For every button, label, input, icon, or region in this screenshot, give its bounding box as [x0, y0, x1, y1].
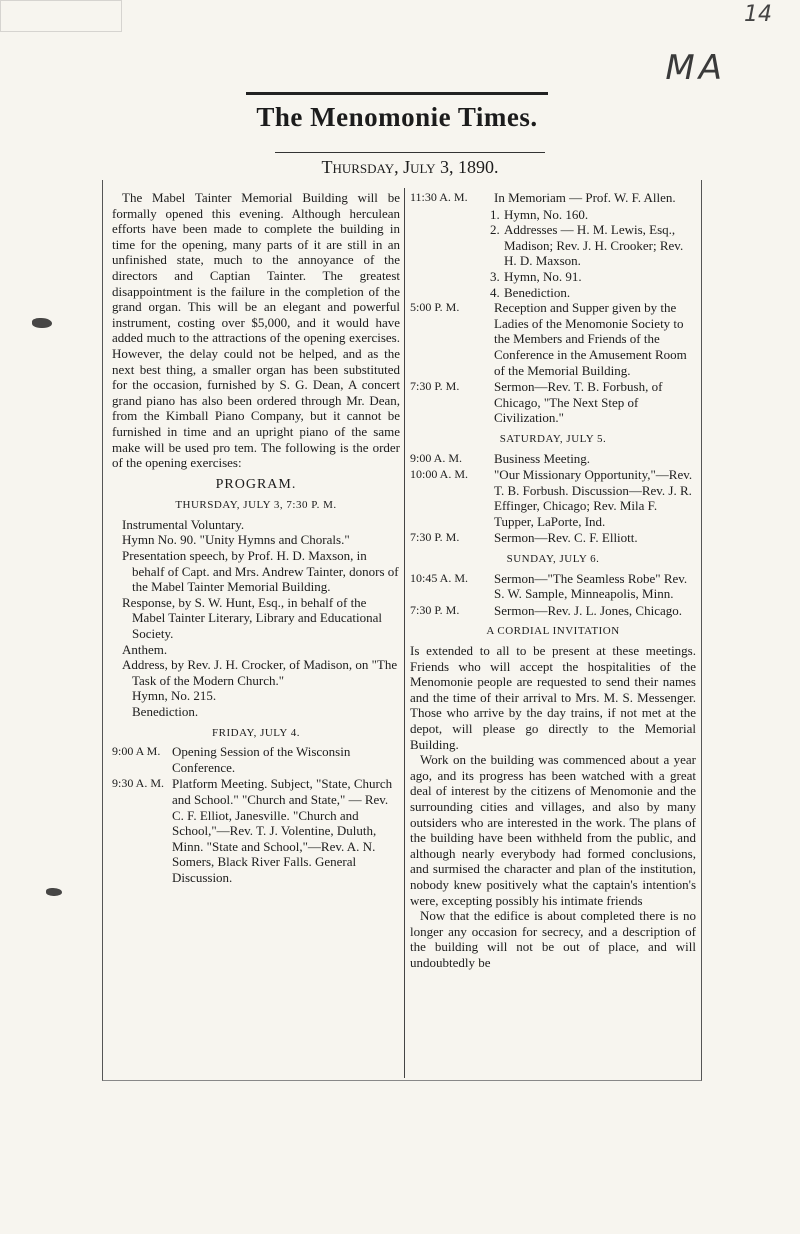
dateline: Thursday, July 3, 1890. [275, 152, 545, 178]
schedule-time: 11:30 A. M. [410, 190, 468, 204]
friday-heading: FRIDAY, JULY 4. [212, 726, 300, 739]
masthead [246, 92, 548, 135]
ink-blot-mark [46, 888, 62, 896]
sunday-heading: SUNDAY, JULY 6. [506, 553, 600, 566]
program-item: Address, by Rev. J. H. Crocker, of Madison, on "The Task of the Modern Church." [122, 657, 398, 688]
invitation-paragraph: Is extended to all to be present at these meetings. Friends who will accept the hospitalities of the Menomonie people are requested to send their names and the time of their arrival to Mrs. M. S. Messenger. Those who arrive by the day trains, if not met at the depot, will please go directly to the Memorial Building. [410, 643, 696, 752]
schedule-row [410, 467, 696, 529]
schedule-row [112, 776, 400, 885]
right-column [410, 190, 696, 971]
schedule-description: Sermon—Rev. J. L. Jones, Chicago. [494, 602, 682, 618]
handwritten-page-number: 14 [744, 2, 772, 27]
schedule-row [410, 300, 696, 378]
program-item: Instrumental Voluntary. [122, 516, 245, 532]
masthead-rule [246, 92, 548, 95]
schedule-time: 9:00 A M. [112, 744, 161, 759]
crossed-out-annotation [0, 0, 122, 32]
schedule-row [410, 603, 696, 619]
edifice-paragraph: Now that the edifice is about completed there is no longer any occasion for secrecy, and a description of the building will not be out of place, and will undoubtedly be [410, 908, 696, 970]
intro-paragraph: The Mabel Tainter Memorial Building will be formally opened this evening. Although herculean efforts have been made to complete the building in time for the opening, many parts of it are still in an unfinished state, much to the annoyance of the directors and Captian Tainter. The greatest disappointment is the failure in the completion of the grand organ. This will be an elegant and powerful instrument, costing over $5,000, and it would have added much to the attractions of the opening exercises. However, the delay could not be helped, and as the next best thing, a smaller organ has been substituted for the occasion, furnished by S. G. Dean, A concert grand piano has also been ordered through Mr. Dean, from the Kimball Piano Company, but it cannot be furnished in time and an upright piano of the same make will be used pro tem. The following is the order of the opening exercises: [112, 190, 400, 471]
schedule-time: 7:30 P. M. [410, 379, 460, 394]
program-heading: PROGRAM. [215, 476, 297, 492]
schedule-row [410, 190, 696, 206]
program-item: Benediction. [132, 704, 199, 719]
schedule-description: Sermon—"The Seamless Robe" Rev. S. W. Sample, Minneapolis, Minn. [494, 570, 688, 602]
schedule-description: Sermon—Rev. C. F. Elliott. [494, 530, 638, 546]
list-item: 3. Hymn, No. 91. [490, 268, 582, 284]
schedule-time: 10:45 A. M. [410, 570, 469, 585]
newspaper-title: The Menomonie Times. [256, 102, 538, 132]
saturday-heading: SATURDAY, JULY 5. [499, 432, 607, 445]
list-item: 2. Addresses — H. M. Lewis, Esq., Madison; Rev. J. H. Crooker; Rev. H. D. Maxson. [490, 222, 684, 269]
schedule-time: 5:00 P. M. [410, 300, 460, 315]
schedule-time: 7:30 P. M. [410, 602, 460, 617]
column-divider [404, 188, 405, 1078]
schedule-row [410, 530, 696, 546]
schedule-description: Reception and Supper given by the Ladies of the Menomonie Society to the Members and Friends of the Conference in the Amusement Room of the Memorial Building. [494, 300, 687, 378]
schedule-time: 10:00 A. M. [410, 467, 469, 482]
memoriam-list [490, 207, 696, 301]
list-item: 4. Benediction. [490, 284, 571, 300]
handwritten-initials: MA [665, 48, 726, 88]
schedule-time: 9:00 A. M. [410, 450, 463, 465]
schedule-description: Opening Session of the Wisconsin Conference. [172, 744, 351, 775]
program-item: Response, by S. W. Hunt, Esq., in behalf of the Mabel Tainter Literary, Library and Educational Society. [122, 594, 382, 642]
schedule-description: Platform Meeting. Subject, "State, Church and School." "Church and State," — Rev. C. F. Elliot, Janesville. "Church and School,"—Rev. T. J. Volentine, Duluth, Minn. "State and School,"—Rev. A. N. Somers, Black River Falls. General Discussion. [172, 776, 393, 885]
schedule-description: In Memoriam — Prof. W. F. Allen. [494, 190, 676, 205]
schedule-time: 9:30 A. M. [112, 776, 165, 791]
schedule-description: Sermon—Rev. T. B. Forbush, of Chicago, "The Next Step of Civilization." [494, 379, 663, 426]
invitation-heading: A CORDIAL INVITATION [486, 625, 620, 638]
program-item: Presentation speech, by Prof. H. D. Maxson, in behalf of Capt. and Mrs. Andrew Tainter, donors of the Mabel Tainter Memorial Building. [122, 548, 399, 595]
schedule-row [410, 379, 696, 426]
program-item: Hymn, No. 215. [132, 688, 217, 704]
left-column [112, 190, 400, 887]
program-item: Anthem. [122, 641, 168, 657]
schedule-row [112, 744, 400, 775]
list-item: 1. Hymn, No. 160. [490, 206, 589, 222]
work-paragraph: Work on the building was commenced about a year ago, and its progress has been watched with a great deal of interest by the citizens of Menomonie and the surrounding cities and villages, and also by many outsiders who are interested in the work. The plans of the building have been withheld from the public, and although nearly everybody had formed conclusions, and surmised the character and plan of the institution, nobody knew positively what the captain's intention's were, excepting possibly his intimate friends [410, 752, 696, 908]
schedule-description: Business Meeting. [494, 450, 591, 466]
program-item: Hymn No. 90. "Unity Hymns and Chorals." [122, 532, 350, 548]
schedule-description: "Our Missionary Opportunity,"—Rev. T. B. Forbush. Discussion—Rev. J. R. Effinger, Chicago; Rev. Mila F. Tupper, LaPorte, Ind. [494, 467, 693, 529]
schedule-time: 7:30 P. M. [410, 530, 460, 545]
ink-blot-mark [32, 318, 52, 328]
thursday-heading: THURSDAY, JULY 3, 7:30 P. M. [175, 499, 337, 512]
schedule-row [410, 571, 696, 602]
schedule-row [410, 451, 696, 467]
